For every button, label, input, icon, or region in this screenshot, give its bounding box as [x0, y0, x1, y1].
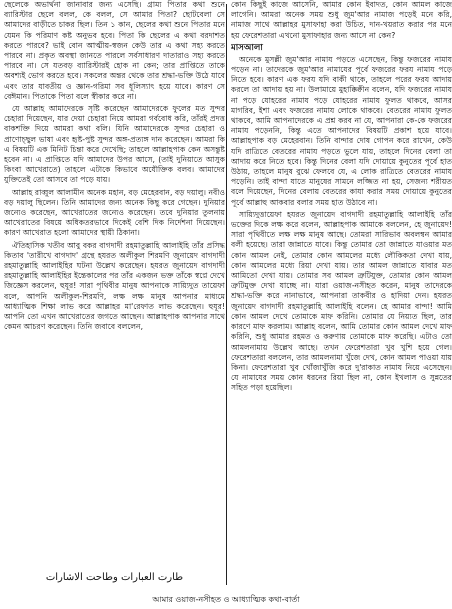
left-paragraph-2: যে আল্লাহ আমাদেরকে সৃষ্টি করেছেন আমাদেরকে ফুলের মত সুন্দর চেহারা দিয়েছেন, যার দেয়া চেহারা নিয়ে আমরা গর্ববোধ করি, তাঁরই প্রদত্ত বাকশক্তি দিয়ে আমরা কথা বলি। যিনি আমাদেরকে সুন্দর চেহারা ও প্রাণোচ্ছ্বল ভাষা এবং হৃষ্ট-পুষ্ট সুন্দর অঙ্গ-প্রত্যঙ্গ দান করেছেন। আমরা কি এ বিষয়টি এক মিনিট চিন্তা করে দেখেছি; তাহলে আল্লাহপাক কেন অসন্তুষ্ট হবেন না। এ প্রাপ্তিতে যদি আমাদের উপর আসে, (তাই দুনিয়াতে আসুক কিংবা আখেরাতে) তাহলে এটাকে কিভাবে অযৌক্তিক বলব। আমাদের যুক্তিতেই তো আসবে তা পড়ে যায়।: [4, 104, 225, 185]
page-footer: আমার ওয়াজ-নসীহত ও আধ্যাত্মিক কথা-বার্তা: [152, 595, 300, 604]
right-column: [231, 0, 452, 585]
right-paragraph-1: কোন কিছুই কাজে আসেনি, আমার কোন ইবাদত, কোন আমল কাজে লাগেনি। আমরা অনেক সময় শুধু জুম'আর নামাজ পড়েই মনে করি, নামাজ সাথে আল্লাহর মুসাফাহা করা উচিত, দান-খয়রাত করার পর মনে হয় ফেরেশতারা এখনো মুসাফাহার জন্য আসে না কেন?: [231, 0, 452, 40]
column-divider: [226, 4, 227, 585]
left-paragraph-4: ঐতিহাসিক খতীব আবু বকর বাগদাদী রহমাতুল্লাহি আলাইহি তাঁর প্রসিদ্ধ কিতাব 'তারীখে বাগদাদ' গ্রন্থে হযরত অলীকুল শিরমণি জুনায়েদ বাগদাদী রহমাতুল্লাহি আলাইহির ঘটনা উল্লেখ করেছেন। হযরত জুনায়েদ বাগদাদী রহমাতুল্লাহি আলাইহির ইন্তেকালের পর তাঁর একজন ভক্ত তাঁকে স্বপ্নে দেখে জিজ্ঞেস করলেন, হুযূর! সারা পৃথিবীর মানুষ আপনাকে সায়্যিদুত তায়েফা বলে, আপনি অলীকুল-শিরমণি, লক্ষ লক্ষ মানুষ আপনার মাধ্যমে আধ্যাত্মিক শিক্ষা লাভ করে আল্লাহর মা'রেফাত লাভ করেছেন। হুযূর! আপনি তো এখন আখেরাতের জগতে আছেন। আল্লাহপাক আপনার সাথে কেমন আচরণ করেছেন। তিনি জবাবে বললেন,: [4, 240, 225, 332]
arabic-calligraphy: طارت العبارات وطاحت الاشارات: [45, 572, 184, 583]
right-paragraph-2: অনেকে মুসল্লী জুম'আর নামায পড়তে এসেছেন, কিন্তু ফজরের নামায পড়েন না। তাদেরকে জুম'আর নামাযের পূর্বে ফজরের ফরয নামায পড়ে নিতে হবে। কারণ এক ফরয যদি বাকী থাকে, তাহলে পরের ফরয আদায় করলে তা আদায় হয় না। উলামায়ে মুহাক্কিক্বীন বলেন, যদি ফজরের নামায না পড়ে যোহরের নামায পড়ে যোহরের নামায ফুলত থাকবে, আসর মাগরিব, ইশা এবং ফজরের নামায লোকে থাকবে। বেতরের নামায ফুলত থাকবে, আমি আপনাদেরকে এ প্রশ্ন করব না যে, আপনারা কে-কে ফজরের নামায পড়েননি, কিন্তু এতে আপনাদের বিষয়টি প্রকাশ হয়ে যাবে। আল্লাহপাক বড় মেহেরবান। তিনি বান্দার দোষ গোপন করে রাখেন, কেউ যদি রাত্রিতে বেতরের নামায পড়তে ভুলে যায়, তাহলে দিনের বেলা তা আদায় করে নিতে হবে। কিন্তু দিনের বেলা যদি দোয়ায়ে কুনুতের পূর্বে হাত উঠায়, তাহলে মানুষ বুঝে ফেলবে যে, এ লোক রাত্রিতে বেতরের নামায পড়েনি। তাই বান্দা যাতে মানুষের সামনে লজ্জিত না হয়, সেজন্য শরীয়ত বলে দিয়েছেন, দিনের বেলায় বেতরের কাযা করার সময় দোয়ায়ে কুনুতের পূর্বে আল্লাহু আকবার বলার সময় হাত উঠাবে না।: [231, 54, 452, 207]
left-paragraph-3: আল্লাহ রাব্বুল আলামীন অনেক মহান, বড় মেহেরবান, বড় দয়ালু। নবীও বড় দয়ালু ছিলেন। তিনি আমাদের জন্য অনেক কিছু করে গেছেন। দুনিয়ার জন্যেও করেছেন, আখেরাতের জন্যেও করেছেন। তবে দুনিয়ার তুলনায় আখেরাতের বিষয়ে অধিকতরভাবে দিকেই বেশি দিক নির্দেশনা দিয়েছেন। কারণ আখেরাত হলো আমাদের স্থায়ী ঠিকানা।: [4, 187, 225, 238]
right-paragraph-3: সায়্যিদুত্তায়েফা হযরত জুনায়েদ বাগদাদী রহমাতুল্লাহি আলাইহি তাঁর ভক্তের দিকে লক্ষ করে বলেন, আল্লাহপাক আমাকে বললেন, হে জুনায়েদ! সারা পৃথিবীতে লক্ষ লক্ষ মানুষ আছে। তোমরা সারিভাব অবলম্বন আমার বলী হয়েছে। তারা জান্নাতে যাবে। কিন্তু তোমার তো জান্নাতে যাওয়ার মত কোন আমল নেই, তোমার কোন আমলের মধ্যে লৌকিকতা দেখা যায়, কোন আমলের মধ্যে রিয়া দেখা যায়। তার আমল জান্নাতে যাবার মত আমিতো দেখা যায়। তোমার সব আমল ত্রুটিযুক্ত, তোমার কোন আমল ত্রুটিমুক্ত দেখা যাচ্ছে না। যারা ওয়াজ-নসীহত করেন, মানুষ তাদেরকে শ্রদ্ধা-ভক্তি করে নানাভাবে, আপনারা তাকবীর ও হাদিয়া দেন। হযরত জুনায়েদ বাগদাদী রহমাতুল্লাহি আলাইহি বলেন। হে আমার বান্দা! আমি কোন আমল দেখে তোমাকে মাফ করিনি। তোমার যে নিয়্যত ছিল, তার কারণে মাফ করলাম। আল্লাহ বলেন, আমি তোমার কোন আমল দেখে মাফ করিনি, শুধু আমার রহমত ও করুণায় তোমাকে মাফ করেছি। এটাও তো আমলনামায় উল্লেখ আছে। তখন ফেরেশতারা খুব খুশি হয়ে গেল। ফেরেশতারা বললেন, তার আমলনামা খুঁজে দেখ, কোন আমল পাওয়া যায় কিনা। ফেরেশতারা খুব খোঁজাখুঁজি করে দু'রাকাত নামায নিয়ে এসেছেন। যে নামাযের সময় কোন ধরনের রিয়া ছিল না, কোন ইখলাস ও সুন্নতের সহিত পড়া হয়েছিল।: [231, 209, 452, 393]
left-paragraph-1: ছেলেকে অভার্থনা জানাবার জন্য এসেছি। গ্রাম্য পিতার কথা শুনে ব্যারিস্টার ছেলে বলল, কে বলল, সে আমার পিতা? ছোটবেলা সে আমাদের বাড়ীতে চাকর ছিল। তিন ১ কান, ছেলের কথা শুনে পিতার মনে যেমন কি পরিমাণ কষ্ট অনুভব হবে। পিতা কি ছেলের এ কথা বরদাশত করতে পারবে? ভাই বোন আত্মীয়-স্বজন কেউ তার এ কথা সহ্য করতে পারবে না। প্রকৃত অবস্থা জানতে পারলে সর্বসাধারণ দাতারাও সহ্য করতে পারবে না। সে যতবড় ব্যারিস্টারই হোক না কেন; তার প্রাপ্তিতে তাকে অবশ্যই ভোগ করতে হবে। সকলের অন্তর থেকে তার শ্রদ্ধা-ভক্তি উঠে যাবে এবং তার যাবতীয় ও জ্ঞান-গরিমা সব ধূলিস্যাৎ হয়ে যাবে। কারণ সে বেঈমান। পিতাকে পিতা বলে স্বীকার করে না।: [4, 0, 225, 101]
masala-heading: মাসআলা: [231, 42, 263, 53]
left-column: [4, 0, 225, 585]
